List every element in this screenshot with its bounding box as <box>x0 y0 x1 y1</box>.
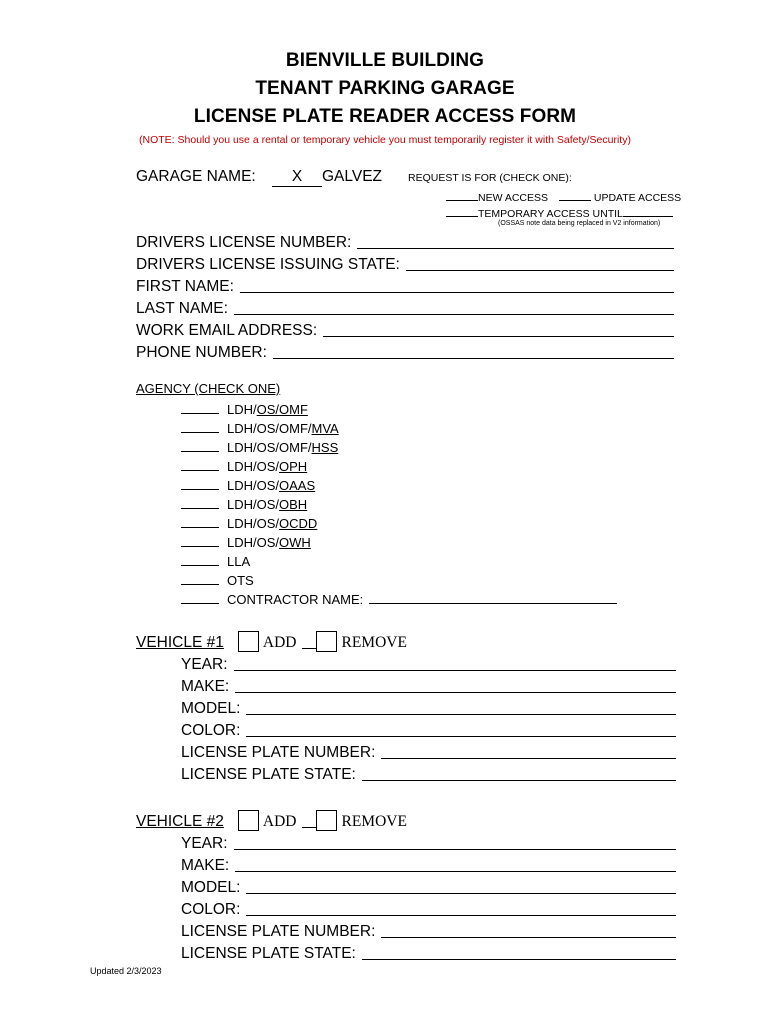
add-label: ADD <box>262 634 297 651</box>
field-input-line[interactable] <box>246 722 676 737</box>
agency-option-label <box>227 459 307 474</box>
field-input-line[interactable] <box>234 300 674 315</box>
agency-option-label <box>227 573 254 588</box>
agency-check-blank[interactable] <box>181 515 219 528</box>
field-label: YEAR: <box>181 835 228 852</box>
add-checkbox[interactable] <box>238 810 259 831</box>
add-label: ADD <box>262 813 297 830</box>
field-input-line[interactable] <box>234 656 676 671</box>
agency-prefix: LDH/OS/OMF/ <box>227 421 312 436</box>
field-input-line[interactable] <box>234 835 676 850</box>
agency-option-label <box>227 516 317 531</box>
field-input-line[interactable] <box>246 700 676 715</box>
agency-option[interactable] <box>181 531 617 550</box>
agency-prefix: LDH/OS/ <box>227 497 280 512</box>
field-label: FIRST NAME: <box>136 278 234 295</box>
field-input-line[interactable] <box>323 322 674 337</box>
vehicle-field-row <box>181 740 676 762</box>
field-label: LICENSE PLATE STATE: <box>181 766 356 783</box>
field-input-line[interactable] <box>273 344 674 359</box>
vehicle-field-row <box>181 941 676 963</box>
field-input-line[interactable] <box>406 256 674 271</box>
field-input-line[interactable] <box>240 278 674 293</box>
driver-field-row <box>136 318 674 340</box>
field-input-line[interactable] <box>235 678 676 693</box>
form-title-line3: LICENSE PLATE READER ACCESS FORM <box>193 106 577 127</box>
agency-option-label <box>227 497 307 512</box>
driver-field-row <box>136 230 674 252</box>
vehicle-field-row <box>181 652 676 674</box>
vehicle-add-option[interactable] <box>238 810 297 831</box>
field-input-line[interactable] <box>381 923 676 938</box>
field-label: YEAR: <box>181 656 228 673</box>
field-input-line[interactable] <box>246 901 676 916</box>
agency-option[interactable] <box>181 455 617 474</box>
remove-label: REMOVE <box>341 634 407 651</box>
temporary-until-date-blank[interactable] <box>623 205 673 217</box>
agency-option-label <box>227 440 338 455</box>
agency-prefix: OTS <box>227 573 254 588</box>
agency-prefix: LDH/ <box>227 402 257 417</box>
vehicle-title: VEHICLE #2 <box>136 813 224 830</box>
agency-option[interactable] <box>181 550 617 569</box>
agency-check-blank[interactable] <box>181 591 219 604</box>
driver-field-row <box>136 340 674 362</box>
agency-option[interactable] <box>181 436 617 455</box>
field-input-line[interactable] <box>362 945 676 960</box>
agency-check-blank[interactable] <box>181 553 219 566</box>
field-label: LAST NAME: <box>136 300 228 317</box>
vehicle-1-section <box>136 626 676 784</box>
field-label: WORK EMAIL ADDRESS: <box>136 322 318 339</box>
vehicle-field-row <box>181 875 676 897</box>
contractor-name-input[interactable] <box>369 591 617 604</box>
add-checkbox[interactable] <box>238 631 259 652</box>
vehicle-field-row <box>181 897 676 919</box>
agency-option-contractor[interactable] <box>181 588 617 607</box>
agency-check-blank[interactable] <box>181 420 219 433</box>
update-access-blank[interactable] <box>559 189 591 201</box>
new-access-label: NEW ACCESS <box>478 192 549 204</box>
field-label: MODEL: <box>181 879 241 896</box>
form-title-line2: TENANT PARKING GARAGE <box>255 78 515 99</box>
vehicle-add-option[interactable] <box>238 631 297 652</box>
agency-check-blank[interactable] <box>181 572 219 585</box>
agency-suffix: OWH <box>279 535 311 550</box>
agency-check-blank[interactable] <box>181 534 219 547</box>
remove-underline <box>302 644 316 649</box>
agency-option[interactable] <box>181 398 617 417</box>
field-label: DRIVERS LICENSE NUMBER: <box>136 234 352 251</box>
temporary-access-label: TEMPORARY ACCESS UNTIL <box>478 208 623 220</box>
vehicle-remove-option[interactable] <box>316 631 406 652</box>
field-label: COLOR: <box>181 722 241 739</box>
field-label: PHONE NUMBER: <box>136 344 267 361</box>
agency-suffix: OCDD <box>279 516 318 531</box>
agency-suffix: OBH <box>279 497 308 512</box>
agency-suffix: HSS <box>311 440 339 455</box>
field-label: LICENSE PLATE NUMBER: <box>181 744 376 761</box>
agency-option-label <box>227 554 250 569</box>
agency-options <box>181 398 617 607</box>
vehicle-remove-option[interactable] <box>316 810 406 831</box>
vehicle-title: VEHICLE #1 <box>136 634 224 651</box>
update-access-label: UPDATE ACCESS <box>593 192 682 204</box>
driver-field-row <box>136 274 674 296</box>
agency-suffix: OAAS <box>279 478 316 493</box>
agency-check-blank[interactable] <box>181 401 219 414</box>
agency-suffix: OPH <box>279 459 308 474</box>
agency-option[interactable] <box>181 569 617 588</box>
field-label: DRIVERS LICENSE ISSUING STATE: <box>136 256 400 273</box>
agency-option-label <box>227 421 339 436</box>
temporary-access-option <box>446 205 673 220</box>
field-label: COLOR: <box>181 901 241 918</box>
driver-fields <box>136 230 674 362</box>
remove-checkbox[interactable] <box>316 631 337 652</box>
request-label: REQUEST IS FOR (CHECK ONE): <box>408 172 572 184</box>
garage-name-value: GALVEZ <box>322 168 383 185</box>
new-access-blank[interactable] <box>446 189 478 201</box>
vehicle-field-row <box>181 919 676 941</box>
agency-prefix: LDH/OS/OMF/ <box>227 440 312 455</box>
contractor-name-label: CONTRACTOR NAME: <box>227 592 364 607</box>
vehicle-2-section <box>136 805 676 963</box>
vehicle-field-row <box>181 718 676 740</box>
request-access-options <box>446 189 681 204</box>
vehicle-field-row <box>181 762 676 784</box>
agency-option[interactable] <box>181 417 617 436</box>
agency-check-blank[interactable] <box>181 458 219 471</box>
agency-check-blank[interactable] <box>181 477 219 490</box>
agency-check-blank[interactable] <box>181 439 219 452</box>
agency-option[interactable] <box>181 474 617 493</box>
vehicle-field-row <box>181 696 676 718</box>
field-input-line[interactable] <box>357 234 674 249</box>
agency-heading: AGENCY (CHECK ONE) <box>136 381 281 396</box>
field-input-line[interactable] <box>381 744 676 759</box>
driver-field-row <box>136 252 674 274</box>
ossas-note: (OSSAS note data being replaced in V2 information) <box>498 220 661 227</box>
updated-date: Updated 2/3/2023 <box>90 966 162 976</box>
remove-checkbox[interactable] <box>316 810 337 831</box>
vehicle-field-row <box>181 853 676 875</box>
temporary-access-blank[interactable] <box>446 205 478 217</box>
form-title-line1: BIENVILLE BUILDING <box>285 50 485 71</box>
agency-prefix: LDH/OS/ <box>227 478 280 493</box>
vehicle-field-row <box>181 674 676 696</box>
vehicle-header <box>136 805 676 831</box>
field-input-line[interactable] <box>235 857 676 872</box>
vehicle-field-row <box>181 831 676 853</box>
rental-note: (NOTE: Should you use a rental or temporary vehicle you must temporarily register it with Safety/Security) <box>139 134 631 146</box>
remove-underline <box>302 823 316 828</box>
agency-prefix: LDH/OS/ <box>227 459 280 474</box>
agency-option-label <box>227 535 311 550</box>
field-label: LICENSE PLATE NUMBER: <box>181 923 376 940</box>
agency-option[interactable] <box>181 512 617 531</box>
agency-prefix: LDH/OS/ <box>227 516 280 531</box>
driver-field-row <box>136 296 674 318</box>
field-label: LICENSE PLATE STATE: <box>181 945 356 962</box>
agency-prefix: LDH/OS/ <box>227 535 280 550</box>
field-input-line[interactable] <box>246 879 676 894</box>
agency-option-label <box>227 402 308 417</box>
garage-name-field[interactable] <box>272 168 382 187</box>
agency-check-blank[interactable] <box>181 496 219 509</box>
field-input-line[interactable] <box>362 766 676 781</box>
garage-name-label: GARAGE NAME: <box>136 168 256 185</box>
vehicle-header <box>136 626 676 652</box>
agency-option[interactable] <box>181 493 617 512</box>
field-label: MODEL: <box>181 700 241 717</box>
field-label: MAKE: <box>181 678 230 695</box>
field-label: MAKE: <box>181 857 230 874</box>
agency-prefix: LLA <box>227 554 251 569</box>
agency-suffix: OS/OMF <box>256 402 308 417</box>
agency-option-label <box>227 478 315 493</box>
agency-suffix: MVA <box>311 421 339 436</box>
remove-label: REMOVE <box>341 813 407 830</box>
garage-check-mark: X <box>272 168 322 187</box>
